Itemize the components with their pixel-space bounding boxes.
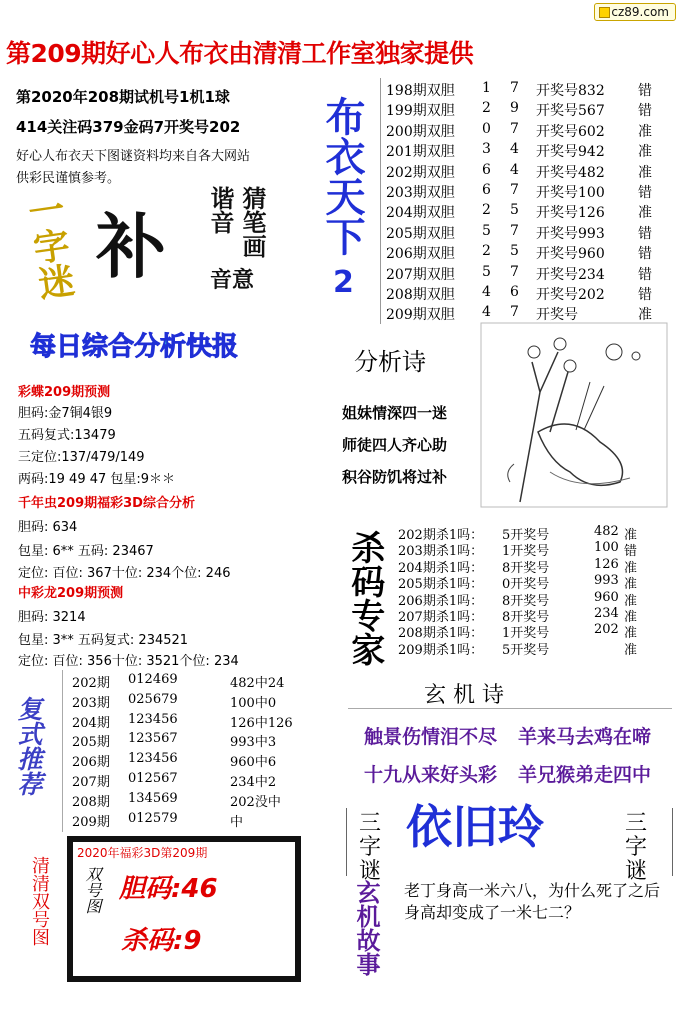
kill-p: 202期杀1吗： <box>398 528 484 543</box>
fushi-p: 206期 <box>72 755 110 771</box>
kill-p: 204期杀1吗： <box>398 560 484 576</box>
double-box-sha: 杀码:9 <box>121 926 202 956</box>
period-result: 准 <box>638 205 652 222</box>
period-d1: 3 <box>482 141 491 158</box>
site-badge[interactable] <box>594 3 676 21</box>
qiannian-title: 千年虫209期福彩3D综合分析 <box>18 496 195 511</box>
period-d2: 9 <box>510 100 519 117</box>
kill-r: 准 <box>624 626 638 642</box>
caidie-dan: 胆码:金7铜4银9 <box>18 406 113 421</box>
poem-title: 分析诗 <box>354 348 426 376</box>
xuanji-title: 玄 机 诗 <box>424 683 504 708</box>
fushi-r: 100中0 <box>230 695 277 711</box>
period-d2: 7 <box>510 120 519 137</box>
riddle-panel <box>14 186 310 326</box>
qiannian-dan: 胆码: 634 <box>18 520 78 535</box>
fushi-p: 205期 <box>72 735 110 751</box>
period-result: 错 <box>638 185 652 201</box>
period-d1: 6 <box>482 182 491 198</box>
period-d2: 7 <box>510 263 519 280</box>
period-row <box>386 284 678 304</box>
kill-p: 203期杀1吗： <box>398 544 484 560</box>
header-line-2: 414关注码379金码7开奖号202 <box>16 118 241 136</box>
period-row <box>386 202 678 222</box>
caidie-five: 五码复式:13479 <box>18 428 116 443</box>
header-line-3: 好心人布衣天下图谜资料均来自各大网站 <box>16 149 251 164</box>
kill-p: 208期杀1吗： <box>398 626 484 642</box>
header-line-4: 供彩民谨慎参考。 <box>16 171 121 186</box>
riddle-right-col3: 音意 <box>210 268 255 293</box>
zhongcai-ding: 定位: 百位: 356十位: 3521个位: 234 <box>18 654 239 669</box>
xuanji-line: 羊兄猴弟走四中 <box>518 764 652 786</box>
period-result: 错 <box>638 287 652 303</box>
period-prize: 开奖号567 <box>536 103 605 120</box>
poem-line: 积谷防饥将过补 <box>342 468 448 486</box>
fushi-n: 025679 <box>128 691 178 707</box>
fushi-n: 012567 <box>128 771 178 786</box>
period-d2: 7 <box>510 80 519 96</box>
fushi-n: 123456 <box>128 751 178 767</box>
period-result: 准 <box>638 164 652 181</box>
period-prize: 开奖号942 <box>536 144 605 161</box>
double-box-dan: 胆码:46 <box>119 874 218 904</box>
caidie-three: 三定位:137/479/149 <box>18 450 145 465</box>
kill-r: 错 <box>624 544 638 560</box>
fushi-r: 482中24 <box>230 676 285 691</box>
qiannian-bao: 包星: 6** 五码: 23467 <box>18 544 154 559</box>
period-d2: 5 <box>510 243 519 260</box>
fushi-p: 203期 <box>72 695 110 711</box>
kill-r: 准 <box>624 528 638 543</box>
fushi-p: 208期 <box>72 794 110 810</box>
kill-r: 准 <box>624 642 638 658</box>
fushi-p: 202期 <box>72 676 110 691</box>
period-d1: 5 <box>482 263 491 280</box>
caidie-two: 两码:19 49 47 包星:9＊＊ <box>18 472 176 487</box>
zhongcai-bao: 包星: 3** 五码复式: 234521 <box>18 633 189 648</box>
fushi-r: 993中3 <box>230 735 277 751</box>
riddle-answer-title: 依旧玲 <box>406 800 544 854</box>
fushi-r: 960中6 <box>230 755 277 771</box>
kill-n: 8开奖号 <box>502 560 550 576</box>
xuanji-line: 触景伤情泪不尽 <box>364 726 498 748</box>
fushi-p: 209期 <box>72 814 110 830</box>
brand-number: 2 <box>333 265 354 300</box>
period-prize: 开奖号602 <box>536 123 605 140</box>
period-row <box>386 264 678 284</box>
riddle-box-left <box>346 808 347 876</box>
period-d1: 0 <box>482 120 491 137</box>
period-d2: 6 <box>510 284 519 300</box>
period-period: 206期双胆 <box>386 246 455 263</box>
period-d2: 7 <box>510 182 519 198</box>
fushi-r: 126中126 <box>230 715 293 731</box>
riddle-right-col2: 猜笔画 <box>238 186 266 258</box>
kill-p: 207期杀1吗： <box>398 610 484 625</box>
kill-n: 8开奖号 <box>502 593 550 609</box>
kill-p: 209期杀1吗： <box>398 642 484 658</box>
period-row <box>386 223 678 243</box>
kill-prize: 482 <box>594 524 619 539</box>
period-d2: 7 <box>510 222 519 239</box>
period-row <box>386 162 678 182</box>
site-badge-text: cz89.com <box>611 5 669 19</box>
riddle-center-char: 补 <box>96 206 166 288</box>
period-prize: 开奖号960 <box>536 246 605 263</box>
three-riddle-label-left: 三字谜 <box>358 811 381 885</box>
qingqing-title: 清清双号图 <box>29 856 50 946</box>
period-prize: 开奖号126 <box>536 205 605 222</box>
fushi-r: 202没中 <box>230 794 281 810</box>
period-period: 208期双胆 <box>386 287 455 303</box>
double-box-side: 双号图 <box>83 866 102 914</box>
period-result: 准 <box>638 123 652 140</box>
period-d1: 5 <box>482 222 491 239</box>
period-d1: 4 <box>482 304 491 321</box>
period-row <box>386 141 678 161</box>
kill-r: 准 <box>624 610 638 625</box>
fushi-r: 中 <box>230 814 244 830</box>
kill-r: 准 <box>624 593 638 609</box>
fushi-divider <box>62 670 63 832</box>
double-box-header: 2020年福彩3D第209期 <box>77 846 208 860</box>
kill-r: 准 <box>624 560 638 576</box>
kill-r: 准 <box>624 577 638 593</box>
kill-n: 0开奖号 <box>502 577 550 593</box>
period-prize: 开奖号100 <box>536 185 605 201</box>
kill-n: 1开奖号 <box>502 626 550 642</box>
period-row <box>386 100 678 120</box>
period-period: 200期双胆 <box>386 123 455 140</box>
kill-prize: 993 <box>594 573 619 589</box>
xuanji-line: 十九从来好头彩 <box>364 764 498 786</box>
logo-icon <box>599 7 610 18</box>
period-d1: 4 <box>482 284 491 300</box>
period-result: 错 <box>638 266 652 283</box>
period-d2: 4 <box>510 141 519 158</box>
page-title: 第209期好心人布衣由清清工作室独家提供 <box>6 39 474 68</box>
period-result: 准 <box>638 144 652 161</box>
period-prize: 开奖号 <box>536 307 578 324</box>
fushi-n: 012579 <box>128 810 178 826</box>
riddle-box-right <box>672 808 673 876</box>
period-prize: 开奖号202 <box>536 287 605 303</box>
kill-prize: 202 <box>594 622 619 638</box>
period-d1: 1 <box>482 80 491 96</box>
caidie-title: 彩蝶209期预测 <box>18 385 111 400</box>
story-text: 老丁身高一米六八，为什么死了之后身高却变成了一米七二？ <box>404 881 661 922</box>
kill-prize: 234 <box>594 606 619 621</box>
fushi-n: 012469 <box>128 672 178 687</box>
kill-prize: 960 <box>594 589 619 605</box>
three-riddle-label-right: 三字谜 <box>624 811 647 885</box>
period-row <box>386 243 678 263</box>
period-period: 199期双胆 <box>386 103 455 120</box>
period-d1: 2 <box>482 243 491 260</box>
kill-n: 5开奖号 <box>502 528 550 543</box>
period-result: 准 <box>638 307 652 324</box>
period-result: 错 <box>638 83 652 99</box>
xuanji-divider <box>348 708 672 709</box>
period-d1: 2 <box>482 100 491 117</box>
fushi-n: 123567 <box>128 731 178 747</box>
kill-p: 206期杀1吗： <box>398 593 484 609</box>
kill-n: 8开奖号 <box>502 610 550 625</box>
period-result: 错 <box>638 103 652 120</box>
double-number-box <box>67 836 301 982</box>
zhongcai-title: 中彩龙209期预测 <box>18 586 124 601</box>
poem-line: 姐妹情深四一迷 <box>342 404 448 422</box>
fushi-p: 207期 <box>72 775 110 790</box>
kill-prize: 126 <box>594 556 619 572</box>
period-period: 207期双胆 <box>386 266 455 283</box>
kill-p: 205期杀1吗： <box>398 577 484 593</box>
period-prize: 开奖号993 <box>536 225 605 242</box>
period-row <box>386 182 678 202</box>
period-period: 201期双胆 <box>386 144 455 161</box>
kill-n: 5开奖号 <box>502 642 550 658</box>
period-d2: 5 <box>510 202 519 219</box>
xuanji-line: 羊来马去鸡在啼 <box>518 726 652 748</box>
period-period: 204期双胆 <box>386 205 455 222</box>
period-period: 198期双胆 <box>386 83 455 99</box>
fushi-title: 复式推荐 <box>14 696 43 796</box>
period-prize: 开奖号482 <box>536 164 605 181</box>
kill-title: 杀码专家 <box>344 530 385 666</box>
kill-prize: 100 <box>594 540 619 556</box>
period-d2: 7 <box>510 304 519 321</box>
period-d1: 2 <box>482 202 491 219</box>
period-d1: 6 <box>482 161 491 178</box>
fushi-n: 123456 <box>128 711 178 727</box>
period-prize: 开奖号832 <box>536 83 605 99</box>
period-period: 203期双胆 <box>386 185 455 201</box>
riddle-left-vertical: 一字迷 <box>20 189 77 303</box>
period-period: 202期双胆 <box>386 164 455 181</box>
riddle-right-col1: 谐音 <box>206 186 234 234</box>
period-row <box>386 121 678 141</box>
period-row <box>386 80 678 100</box>
period-result: 错 <box>638 225 652 242</box>
qiannian-ding: 定位: 百位: 367十位: 234个位: 246 <box>18 566 231 581</box>
fushi-n: 134569 <box>128 790 178 806</box>
fushi-r: 234中2 <box>230 775 277 790</box>
brand-vertical: 布衣天下 <box>319 96 365 256</box>
period-d2: 4 <box>510 161 519 178</box>
period-period: 209期双胆 <box>386 307 455 324</box>
zhongcai-dan: 胆码: 3214 <box>18 610 86 625</box>
header-line-1: 第2020年208期试机号1机1球 <box>16 88 230 106</box>
period-prize: 开奖号234 <box>536 266 605 283</box>
kill-n: 1开奖号 <box>502 544 550 560</box>
period-period: 205期双胆 <box>386 225 455 242</box>
story-title: 玄机故事 <box>352 880 380 976</box>
daily-report-title: 每日综合分析快报 <box>30 332 239 362</box>
poem-line: 师徒四人齐心助 <box>342 436 448 454</box>
fushi-p: 204期 <box>72 715 110 731</box>
sketch-illustration <box>480 322 668 508</box>
period-result: 错 <box>638 246 652 263</box>
